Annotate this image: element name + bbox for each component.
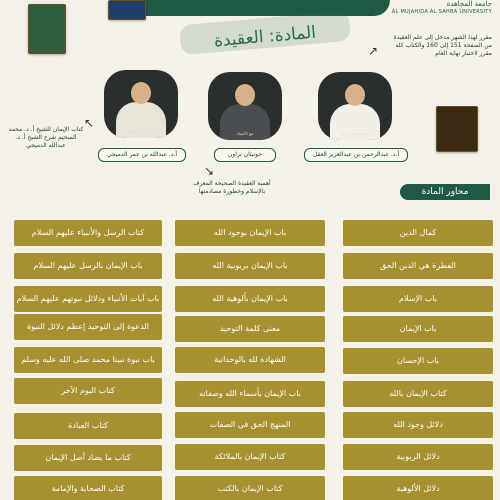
arrow-icon: ↘ (204, 164, 215, 178)
instructor-name-center: جونيثان براون (214, 148, 276, 162)
topic-tile: باب الإحسان (343, 348, 493, 374)
topic-tile: دلائل الربوبية (343, 444, 493, 470)
logo-line2: AL MUJAHIDA AL SAHBA UNIVERSITY (391, 9, 492, 15)
topic-tile: كتاب العبادة (14, 413, 162, 439)
instructor-tag: مع الأستاذ (236, 131, 254, 136)
logo-line1: جامعة المجاهدة (446, 0, 492, 8)
topic-tile: باب الإيمان بأسماء الله وصفاته (175, 381, 325, 407)
book-cover-3 (436, 106, 478, 152)
topic-tile: الدعوة إلى التوحيد إعظم دلائل النبوة (14, 314, 162, 340)
university-logo (372, 0, 492, 22)
importance-note: أهمية العقيدة الصحيحة المعرف بالإسلام وخطورة مصادمتها (193, 180, 271, 195)
topic-tile: باب نبوة نبينا محمد صلى الله عليه وسلم (14, 347, 162, 373)
instructor-portrait-right (318, 72, 392, 140)
arrow-icon: ↗ (368, 44, 379, 58)
topic-tile: دلائل وجود الله (343, 412, 493, 438)
topic-tile: باب الإيمان بربوبية الله (175, 253, 325, 279)
course-plan-note: مقرر لهذا الشهر مدخل إلى علم العقيدة من الصفحة 151 إلى 160 والكتاب كله مقرر لاختبار نهاية العام (393, 34, 492, 57)
head-shape (345, 84, 365, 106)
topic-tile: باب الإيمان بوجود الله (175, 220, 325, 246)
topic-tile: كتاب ما يضاد أصل الإيمان (14, 445, 162, 471)
topic-tile: كتاب اليوم الآخر (14, 378, 162, 404)
topic-tile: كتاب الإيمان بالكتب (175, 476, 325, 500)
iman-book-note: كتاب الإيمان للشيخ أ. د. محمد السحيم شرح الشيخ أ. د. عبدالله الدميجي (8, 126, 84, 149)
head-shape (131, 82, 151, 104)
instructor-name-right: أ.د. عبدالرحمن بن عبدالعزيز العقل (304, 148, 408, 162)
instructor-name-left: أ.د. عبدالله بن عمر الدميجي (98, 148, 186, 162)
head-shape (235, 84, 255, 106)
topic-tile: باب الإسلام (343, 286, 493, 312)
topic-tile: باب الإيمان (343, 316, 493, 342)
topic-tile: كتاب الإيمان بالله (343, 381, 493, 407)
book-cover-1 (28, 4, 66, 54)
axes-heading: محاور المادة (400, 184, 490, 200)
topic-tile: كتاب الرسل والأنبياء عليهم السلام (14, 220, 162, 246)
book-cover-2 (108, 0, 146, 20)
topic-tile: دلائل الألوهية (343, 476, 493, 500)
instructor-tag: مع فضيلة الشيخ (127, 129, 155, 134)
topic-tile: كتاب الإيمان بالملائكة (175, 444, 325, 470)
topic-tile: معنى كلمة التوحيد (175, 316, 325, 342)
topic-tile: المنهج الحق في الصفات (175, 412, 325, 438)
topic-tile: باب آيات الأنبياء ودلائل نبوتهم عليهم السلام (14, 286, 162, 312)
topic-tile: باب الإيمان بالرسل عليهم السلام (14, 253, 162, 279)
topic-tile: كتاب الصحابة والإمامة (14, 476, 162, 500)
arrow-icon: ↖ (84, 116, 95, 130)
top-banner (130, 0, 390, 16)
instructor-portrait-left (104, 70, 178, 138)
topic-tile: الفطرة هي الدين الحق (343, 253, 493, 279)
subject-title: المادة: العقيدة (213, 22, 317, 52)
topic-tile: باب الإيمان بألوهية الله (175, 286, 325, 312)
instructor-portrait-center (208, 72, 282, 140)
instructor-tag: مع فضيلة الشيخ (341, 131, 369, 136)
topic-tile: كمال الدين (343, 220, 493, 246)
topic-tile: الشهادة لله بالوحدانية (175, 347, 325, 373)
